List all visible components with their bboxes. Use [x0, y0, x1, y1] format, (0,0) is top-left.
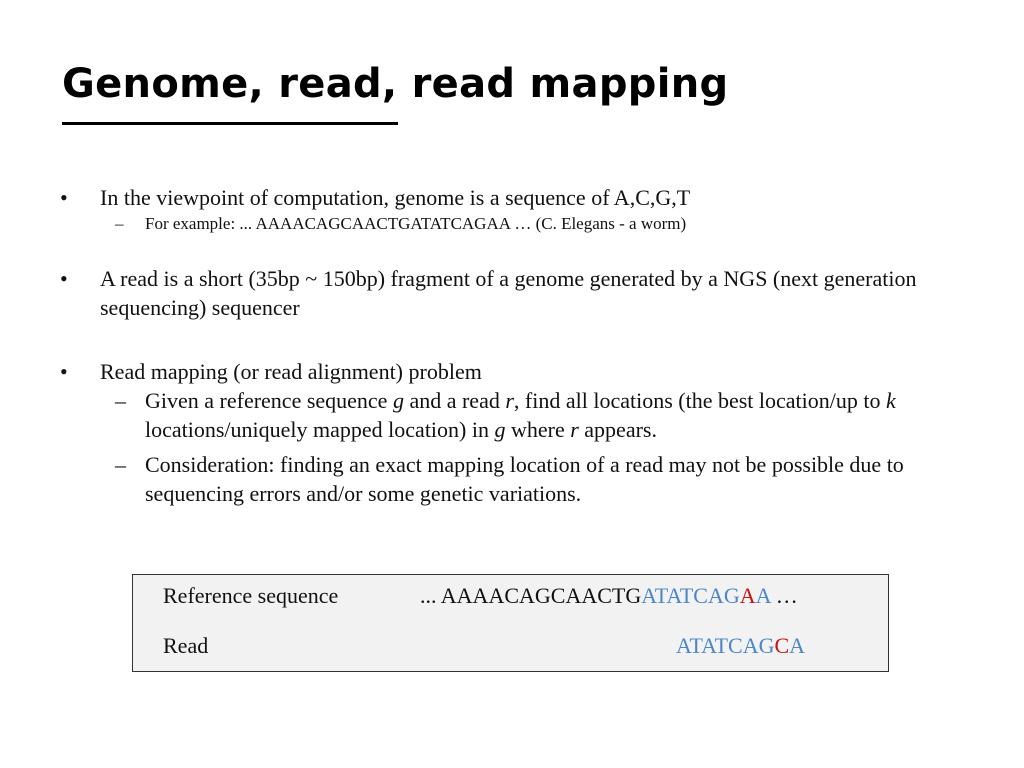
reference-sequence: ... AAAACAGCAACTGATATCAGAA …: [420, 583, 798, 608]
sub-bullet-text: Given a reference sequence g and a read r, find all locations (the best location/up to k locations/uniquely mapped location) in g where r appears.: [145, 388, 896, 442]
bullet-marker: •: [60, 266, 68, 291]
var-g: g: [494, 417, 506, 442]
reference-label: Reference sequence: [163, 583, 339, 608]
sub-bullet-text: For example: ... AAAACAGCAACTGATATCAGAA … (C. Elegans - a worm): [145, 214, 687, 233]
sub-bullet-marker: –: [115, 452, 126, 477]
title-underline: [62, 122, 398, 125]
sub-bullet-consideration: [60, 450, 980, 508]
var-k: k: [886, 388, 896, 413]
var-g: g: [392, 388, 404, 413]
sub-bullet-marker: –: [115, 214, 124, 233]
bullet-genome: [60, 183, 980, 212]
bullet-read-mapping: [60, 357, 980, 386]
var-r: r: [570, 417, 579, 442]
sub-bullet-text: Consideration: finding an exact mapping location of a read may not be possible due to sequencing errors and/or some genetic variations.: [145, 452, 904, 506]
bullet-text: In the viewpoint of computation, genome is a sequence of A,C,G,T: [100, 185, 691, 210]
bullet-text: Read mapping (or read alignment) problem: [100, 359, 482, 384]
sequence-example-box: [132, 574, 889, 672]
bullet-marker: •: [60, 185, 68, 210]
slide-title: Genome, read, read mapping: [62, 61, 729, 107]
slide-content: [60, 183, 980, 508]
bullet-text: A read is a short (35bp ~ 150bp) fragment of a genome generated by a NGS (next generation sequencing) sequencer: [100, 266, 917, 320]
sub-bullet-example: [60, 212, 980, 236]
sub-bullet-marker: –: [115, 388, 126, 413]
read-sequence: ATATCAGCA: [676, 633, 806, 658]
bullet-marker: •: [60, 359, 68, 384]
sub-bullet-definition: [60, 386, 980, 444]
var-r: r: [505, 388, 514, 413]
bullet-read: [60, 264, 980, 322]
read-label: Read: [163, 633, 209, 658]
